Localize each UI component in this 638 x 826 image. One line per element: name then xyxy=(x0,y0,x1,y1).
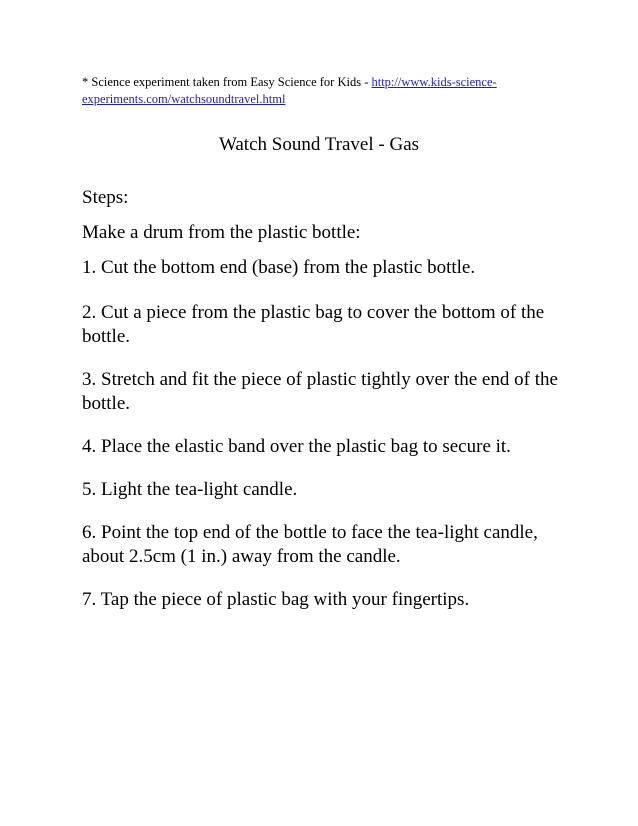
step-5: 5. Light the tea-light candle. xyxy=(82,479,298,500)
step-7: 7. Tap the piece of plastic bag with your fingertips. xyxy=(82,589,470,610)
step-3: 3. Stretch and fit the piece of plastic tightly over the end of the bottle. xyxy=(82,369,558,414)
step-1: 1. Cut the bottom end (base) from the plastic bottle. xyxy=(82,257,476,278)
steps-heading: Steps: xyxy=(82,187,129,208)
step-6: 6. Point the top end of the bottle to face the tea-light candle, about 2.5cm (1 in.) away from the candle. xyxy=(82,522,538,567)
step-4: 4. Place the elastic band over the plastic bag to secure it. xyxy=(82,436,511,457)
source-note-text: * Science experiment taken from Easy Science for Kids - xyxy=(82,75,372,89)
source-note xyxy=(82,74,562,108)
drum-subheading: Make a drum from the plastic bottle: xyxy=(82,222,361,243)
step-2: 2. Cut a piece from the plastic bag to cover the bottom of the bottle. xyxy=(82,302,545,347)
source-link-line2: experiments.com/watchsoundtravel.html xyxy=(82,92,286,106)
document-title: Watch Sound Travel - Gas xyxy=(218,134,420,155)
source-link-line1: http://www.kids-science- xyxy=(371,75,497,89)
